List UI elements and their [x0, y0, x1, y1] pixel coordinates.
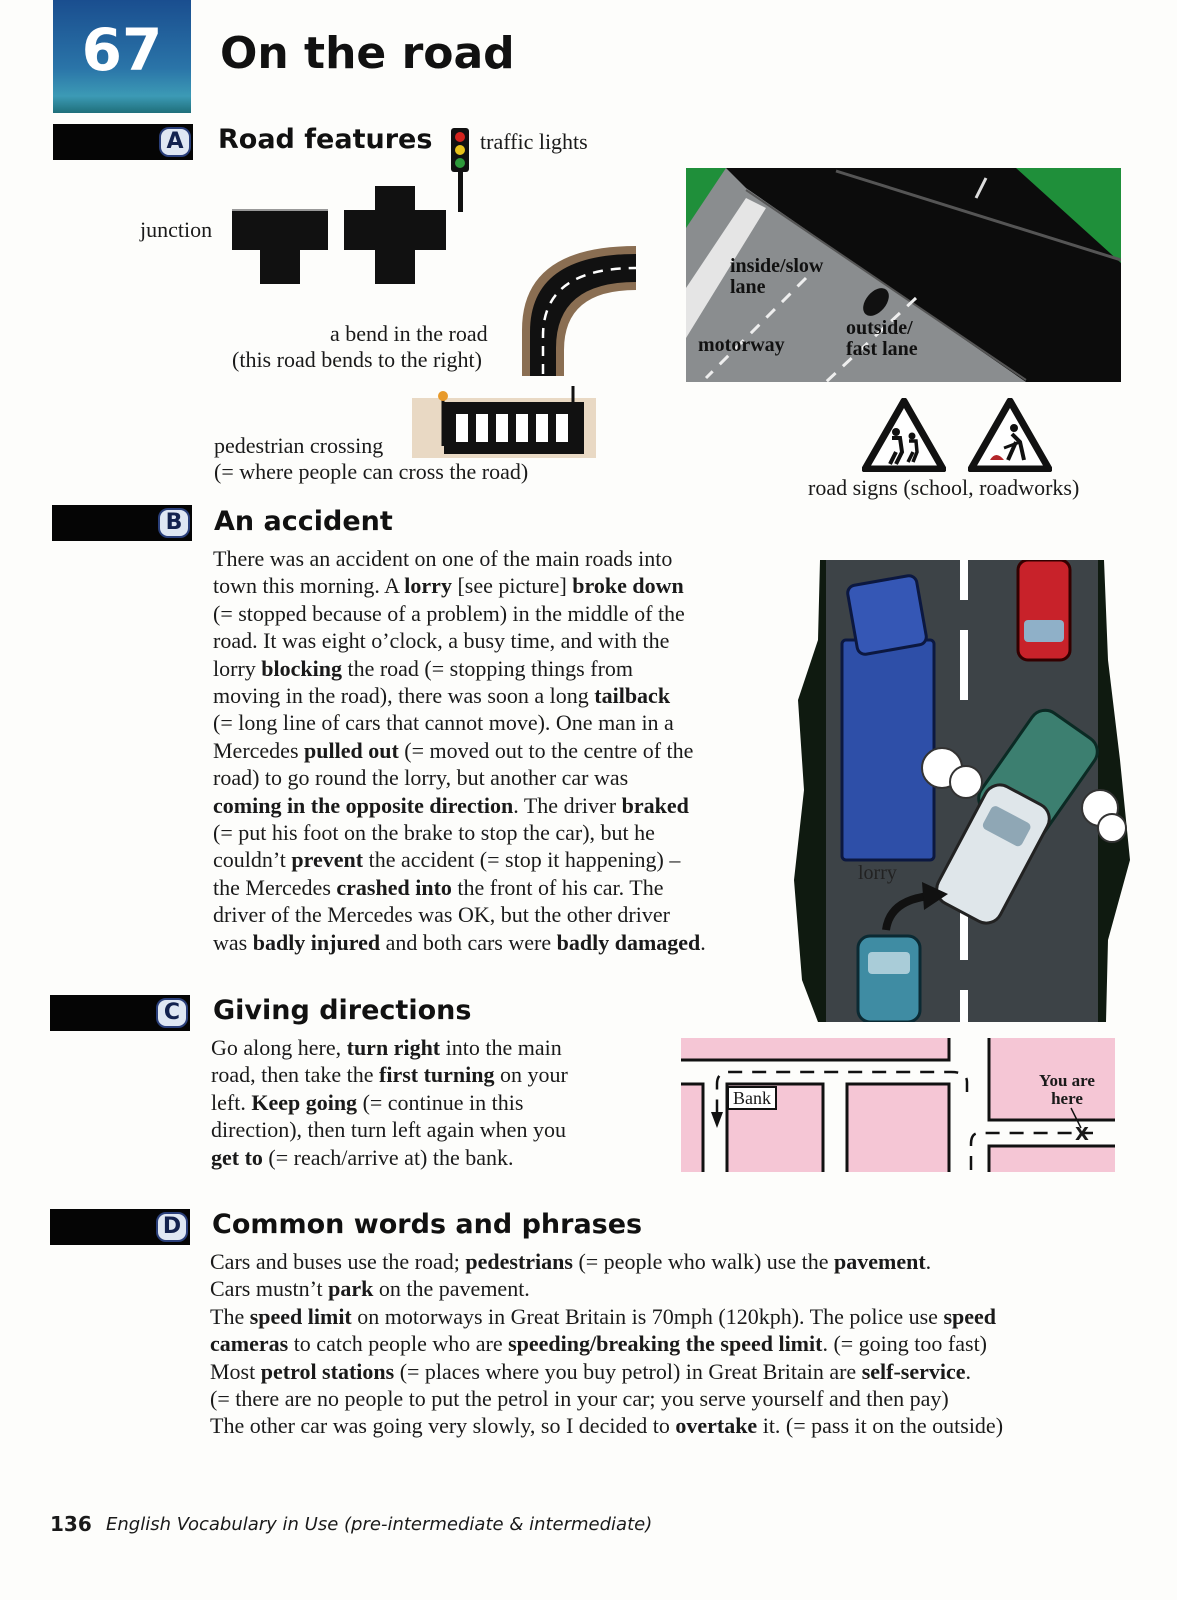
text-run: The [210, 1303, 250, 1329]
text-run: left. [211, 1089, 252, 1115]
here-label: here [1051, 1089, 1083, 1108]
text-run: the Mercedes [213, 874, 337, 900]
paragraph-line [210, 1385, 1130, 1412]
text-run: lorry [213, 655, 262, 681]
key-term: pulled out [304, 737, 399, 763]
pedestrian-crossing-diagram [412, 384, 596, 460]
section-d-bar [50, 1209, 190, 1245]
section-d-letter: D [156, 1212, 188, 1242]
traffic-lights-icon [448, 126, 474, 214]
directions-map [679, 1036, 1117, 1172]
unit-number-box [53, 0, 191, 113]
bend-road-diagram [518, 240, 642, 378]
text-run: road. It was eight o’clock, a busy time, and with the [213, 628, 670, 654]
text-run: moving in the road), there was soon a long [213, 683, 595, 709]
road-signs-label: road signs (school, roadworks) [808, 475, 1080, 500]
paragraph-line [210, 1303, 1130, 1330]
key-term: pedestrians [465, 1249, 573, 1274]
section-a-title: Road features [218, 124, 433, 155]
paragraph-line [213, 846, 773, 873]
bend-label-2: (this road bends to the right) [232, 347, 482, 372]
text-run: (= places where you buy petrol) in Great Britain are [394, 1358, 862, 1384]
paragraph-line [213, 600, 773, 627]
paragraph-line [210, 1358, 1130, 1385]
paragraph-line [211, 1116, 651, 1143]
paragraph-line [213, 572, 773, 599]
key-term: broke down [572, 573, 684, 599]
outside-lane-label-1: outside/ [846, 317, 913, 339]
key-term: badly injured [252, 929, 381, 955]
text-run: the front of his car. The [451, 874, 664, 900]
paragraph-line [213, 709, 773, 736]
paragraph-line [213, 627, 773, 654]
key-term: turn right [346, 1035, 441, 1060]
text-run: was [213, 929, 253, 955]
crossing-label-2: (= where people can cross the road) [214, 459, 529, 484]
text-run: Cars and buses use the road; [210, 1249, 466, 1274]
paragraph-line [213, 545, 773, 572]
paragraph-line [211, 1089, 651, 1116]
paragraph-line [213, 819, 773, 846]
inside-lane-label-2: lane [730, 276, 766, 298]
paragraph-line [213, 737, 773, 764]
section-c-letter: C [156, 998, 188, 1028]
text-run: the road (= stopping things from [341, 655, 634, 681]
inside-lane-label-1: inside/slow [730, 255, 824, 277]
accident-paragraph [213, 545, 773, 956]
key-term: coming in the opposite direction [213, 792, 514, 818]
paragraph-line [213, 929, 773, 956]
paragraph-line [213, 682, 773, 709]
text-run: road) to go round the lorry, but another car was [213, 765, 629, 791]
paragraph-line [213, 655, 773, 682]
paragraph-line [213, 901, 773, 928]
text-run: The other car was going very slowly, so I decided to [210, 1413, 676, 1439]
text-run: town this morning. A [213, 573, 405, 599]
you-are-label: You are [1039, 1071, 1095, 1090]
unit-title: On the road [220, 28, 515, 79]
book-title: English Vocabulary in Use (pre-intermediate & intermediate) [106, 1514, 653, 1535]
key-term: speeding/breaking the speed limit [508, 1331, 823, 1357]
paragraph-line [213, 764, 773, 791]
text-run: . The driver [513, 792, 622, 818]
paragraph-line [213, 792, 773, 819]
text-run: (= moved out to the centre of the [398, 737, 694, 763]
key-term: badly damaged [556, 929, 701, 955]
text-run: (= people who walk) use the [572, 1249, 835, 1274]
text-run: Go along here, [211, 1035, 347, 1060]
key-term: park [328, 1276, 374, 1302]
text-run: Cars mustn’t [210, 1276, 329, 1302]
paragraph-line [211, 1144, 651, 1171]
crossing-label-1: pedestrian crossing [214, 433, 384, 458]
section-b-title: An accident [214, 506, 393, 537]
text-run: driver of the Mercedes was OK, but the other driver [213, 902, 670, 928]
text-run: on motorways in Great Britain is 70mph (120kph). The police use [351, 1303, 944, 1329]
section-b-letter: B [158, 508, 190, 538]
key-term: lorry [404, 573, 452, 599]
school-sign-icon [862, 398, 946, 472]
text-run: Most [210, 1358, 261, 1384]
motorway-label: motorway [698, 334, 785, 356]
key-term: first turning [379, 1062, 495, 1088]
section-d-title: Common words and phrases [212, 1209, 643, 1240]
text-run: Mercedes [213, 737, 305, 763]
motorway-illustration [686, 168, 1121, 382]
section-c-title: Giving directions [213, 995, 472, 1026]
junction-diagram [230, 184, 450, 286]
text-run: [see picture] [451, 573, 573, 599]
key-term: braked [621, 792, 689, 818]
unit-number: 67 [81, 15, 163, 84]
text-run: (= there are no people to put the petrol in your car; you serve yourself and then pay) [210, 1386, 949, 1412]
text-run: road, then take the [211, 1062, 379, 1088]
text-run: . [965, 1358, 972, 1384]
directions-paragraph [211, 1034, 651, 1171]
common-words-paragraph [210, 1248, 1130, 1440]
bank-label: Bank [727, 1086, 777, 1110]
text-run: it. (= pass it on the outside) [757, 1413, 1004, 1439]
outside-lane-label-2: fast lane [846, 338, 918, 360]
section-c-bar [50, 995, 190, 1031]
text-run: (= reach/arrive at) the bank. [262, 1144, 514, 1170]
text-run: There was an accident on one of the main roads into [213, 546, 673, 571]
paragraph-line [213, 874, 773, 901]
key-term: speed limit [249, 1303, 352, 1329]
key-term: cameras [210, 1331, 289, 1357]
key-term: Keep going [251, 1089, 358, 1115]
text-run: (= stopped because of a problem) in the middle of the [213, 600, 685, 626]
text-run: into the main [440, 1035, 562, 1060]
traffic-lights-label: traffic lights [480, 129, 588, 154]
key-term: crashed into [336, 874, 452, 900]
text-run: (= long line of cars that cannot move). One man in a [213, 710, 674, 736]
text-run: to catch people who are [288, 1331, 509, 1357]
text-run: and both cars were [380, 929, 557, 955]
lorry-label: lorry [858, 862, 897, 884]
text-run: . [700, 929, 706, 955]
text-run: (= put his foot on the brake to stop the car), but he [213, 820, 655, 846]
section-b-bar [52, 505, 192, 541]
accident-drawing [790, 560, 1136, 1022]
paragraph-line [211, 1034, 651, 1061]
key-term: get to [211, 1144, 263, 1170]
section-a-letter: A [159, 127, 191, 157]
key-term: self-service [861, 1358, 966, 1384]
text-run: . [925, 1249, 932, 1274]
bend-label-1: a bend in the road [330, 321, 488, 346]
text-run: the accident (= stop it happening) – [363, 847, 681, 873]
text-run: on the pavement. [373, 1276, 530, 1302]
paragraph-line [210, 1412, 1130, 1439]
paragraph-line [210, 1330, 1130, 1357]
paragraph-line [210, 1275, 1130, 1302]
key-term: overtake [675, 1413, 758, 1439]
roadworks-sign-icon [968, 398, 1052, 472]
accident-illustration [790, 560, 1136, 1022]
text-run: (= continue in this [357, 1089, 524, 1115]
page-number: 136 [50, 1512, 92, 1536]
key-term: speed [943, 1303, 996, 1329]
junction-label: junction [140, 217, 213, 242]
section-a-bar [53, 124, 193, 160]
key-term: pavement [834, 1249, 926, 1274]
paragraph-line [210, 1248, 1130, 1275]
key-term: tailback [594, 683, 671, 709]
key-term: blocking [261, 655, 342, 681]
text-run: on your [494, 1062, 568, 1088]
key-term: prevent [291, 847, 364, 873]
text-run: direction), then turn left again when you [211, 1117, 566, 1143]
text-run: . (= going too fast) [822, 1331, 988, 1357]
text-run: couldn’t [213, 847, 292, 873]
x-mark: X [1075, 1124, 1089, 1145]
key-term: petrol stations [260, 1358, 395, 1384]
paragraph-line [211, 1061, 651, 1088]
